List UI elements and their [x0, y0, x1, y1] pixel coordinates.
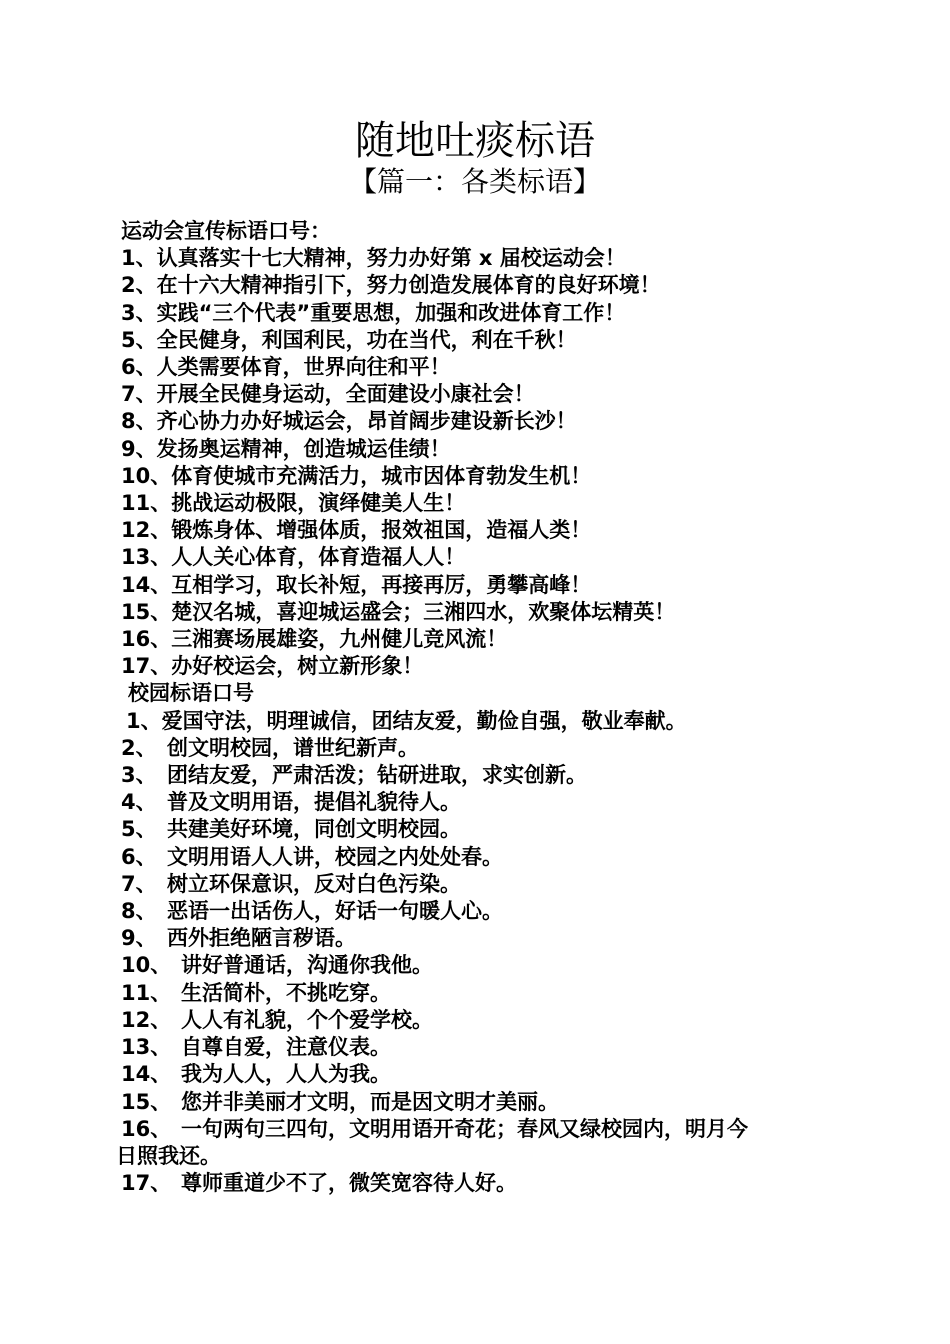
list-item: 17、办好校运会，树立新形象！: [121, 654, 424, 679]
list-item: 7、开展全民健身运动，全面建设小康社会！: [121, 382, 535, 407]
list-item: 6、人类需要体育，世界向往和平！: [121, 355, 451, 380]
list-item: 14、互相学习，取长补短，再接再厉，勇攀高峰！: [121, 572, 592, 597]
item-text: 您并非美丽才文明，而是因文明才美丽。: [181, 1089, 559, 1114]
list-item: [116, 925, 836, 952]
list-item: 8、齐心协力办好城运会，昂首阔步建设新长沙！: [121, 409, 577, 434]
item-number: 8、: [121, 899, 157, 924]
list-item: [116, 1061, 836, 1088]
item-number: 2、: [121, 735, 157, 760]
list-item: [116, 762, 836, 789]
item-number: 14、: [121, 1062, 172, 1087]
list-item: 1、认真落实十七大精神，努力办好第 x 届校运动会！: [121, 246, 626, 271]
item-number: 7、: [121, 871, 157, 896]
slogan-list-campus: [116, 708, 836, 1198]
item-number: 1、: [126, 708, 162, 733]
list-item: 10、体育使城市充满活力，城市因体育勃发生机！: [121, 463, 592, 488]
list-item: [116, 1034, 836, 1061]
section-heading: 校园标语口号: [128, 681, 254, 706]
item-text: 生活简朴，不挑吃穿。: [181, 980, 391, 1005]
item-number: 15、: [121, 1089, 172, 1114]
item-text: 共建美好环境，同创文明校园。: [167, 817, 461, 842]
list-item: [116, 816, 836, 843]
page-title: 随地吐痰标语: [355, 118, 595, 164]
list-item: 3、实践“三个代表”重要思想，加强和改进体育工作！: [121, 300, 626, 325]
item-number: 9、: [121, 926, 157, 951]
item-number: 11、: [121, 980, 172, 1005]
item-text: 人人有礼貌，个个爱学校。: [181, 1007, 433, 1032]
list-item-continuation: 日照我还。: [116, 1143, 221, 1168]
item-text: 自尊自爱，注意仪表。: [181, 1035, 391, 1060]
list-item: [116, 980, 836, 1007]
item-text: 创文明校园，谱世纪新声。: [167, 735, 419, 760]
item-text: 尊师重道少不了，微笑宽容待人好。: [181, 1171, 517, 1196]
item-text: 文明用语人人讲，校园之内处处春。: [167, 844, 503, 869]
list-item: [116, 871, 836, 898]
item-text: 一句两句三四句，文明用语开奇花；春风又绿校园内，明月今: [181, 1116, 748, 1141]
slogan-list-sports: [116, 245, 836, 680]
item-number: 3、: [121, 763, 157, 788]
list-item: [116, 1170, 836, 1197]
list-item: 12、锻炼身体、增强体质，报效祖国，造福人类！: [121, 518, 592, 543]
list-item: 2、在十六大精神指引下，努力创造发展体育的良好环境！: [121, 273, 661, 298]
item-number: 10、: [121, 953, 172, 978]
item-number: 6、: [121, 844, 157, 869]
list-item: [116, 1116, 836, 1143]
list-item: 9、发扬奥运精神，创造城运佳绩！: [121, 436, 451, 461]
item-number: 13、: [121, 1035, 172, 1060]
list-item: [116, 789, 836, 816]
item-text: 爱国守法，明理诚信，团结友爱，勤俭自强，敬业奉献。: [161, 708, 687, 733]
list-item: [116, 1007, 836, 1034]
list-item: 16、三湘赛场展雄姿，九州健儿竞风流！: [121, 627, 508, 652]
section-heading: 运动会宣传标语口号：: [121, 219, 331, 243]
list-item: [116, 735, 836, 762]
item-number: 5、: [121, 817, 157, 842]
item-text: 我为人人，人人为我。: [181, 1062, 391, 1087]
item-text: 团结友爱，严肃活泼；钻研进取，求实创新。: [167, 763, 587, 788]
item-text: 讲好普通话，沟通你我他。: [181, 953, 433, 978]
list-item: [116, 952, 836, 979]
list-item: 13、人人关心体育，体育造福人人！: [121, 545, 466, 570]
item-number: 16、: [121, 1116, 172, 1141]
item-number: 12、: [121, 1007, 172, 1032]
item-number: 17、: [121, 1171, 172, 1196]
list-item: 11、挑战运动极限，演绎健美人生！: [121, 491, 466, 516]
page-subtitle: 【篇一：各类标语】: [348, 165, 601, 198]
item-text: 恶语一出话伤人，好话一句暖人心。: [167, 899, 503, 924]
item-text: 树立环保意识，反对白色污染。: [167, 871, 461, 896]
list-item: 15、楚汉名城，喜迎城运盛会；三湘四水，欢聚体坛精英！: [121, 599, 676, 624]
list-item: [116, 844, 836, 871]
list-item: [116, 708, 836, 735]
list-item: 5、全民健身，利国利民，功在当代，利在千秋！: [121, 327, 577, 352]
document-body: [116, 218, 836, 1197]
list-item: [116, 1089, 836, 1116]
item-number: 4、: [121, 790, 157, 815]
item-text: 西外拒绝陋言秽语。: [167, 926, 356, 951]
item-text: 普及文明用语，提倡礼貌待人。: [167, 790, 461, 815]
list-item: [116, 898, 836, 925]
